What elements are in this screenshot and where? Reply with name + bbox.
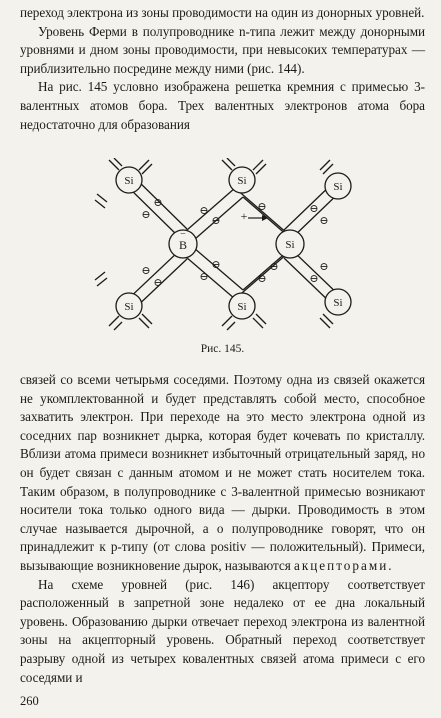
paragraph-continuation: переход электрона из зоны проводимости на один из донорных уровней. xyxy=(20,5,425,20)
hole-plus-sign: + xyxy=(240,209,248,223)
stub-t xyxy=(227,322,235,330)
electron-marker: ⊖ xyxy=(211,215,221,227)
paragraph-level-scheme: На схеме уровней (рис. 146) акцептору соответствует расположенный в запретной зоне недалеко от ее дна локальный уровень. Образованию дырки отвечает переход электрона из валентной зоны на акцепторный уровень. Обратный переход соответствует разрыву одной из четырех ковалентных связей атома примеси с его соседями и xyxy=(20,576,425,685)
atom-label: Si xyxy=(124,175,134,187)
paragraph-holes-text: связей со всеми четырьмя соседями. Поэтому одна из связей окажется не укомплектованной и будет представлять собой место, способное захватить электрон. При переходе на это место электрона одной из соседних пар возникнет дырка, которая будет кочевать по кристаллу. Вблизи атома примеси возникнет избыточный отрицательный заряд, но он будет связан с данным атомом и не может стать носителем тока. Таким образом, в полупроводнике с 3-валентной примесью возникают носители тока только одного вида — дырки. Проводимость в этом случае называется дырочной, а о полупроводнике говорят, что он принадлежит к p-типу (от слова positiv — положительный). Примеси, вызывающие возникновение дырок, называются xyxy=(20,372,425,573)
electron-marker: ⊖ xyxy=(141,209,151,221)
atom-label: B xyxy=(178,238,188,252)
electron-marker: ⊖ xyxy=(309,273,319,285)
stub-l xyxy=(95,200,105,208)
atom-label: Si xyxy=(333,181,343,193)
electron-marker: ⊖ xyxy=(153,197,163,209)
atom-label: Si xyxy=(124,301,134,313)
atoms xyxy=(116,167,351,319)
electron-marker: ⊖ xyxy=(319,261,329,273)
stub-m xyxy=(97,278,107,286)
electron-marker: ⊖ xyxy=(319,215,329,227)
paragraph-holes xyxy=(20,371,425,576)
electron-marker: ⊖ xyxy=(269,261,279,273)
atom-label: Si xyxy=(237,175,247,187)
stub-s xyxy=(222,316,232,326)
electron-marker: ⊖ xyxy=(141,265,151,277)
atom-boron xyxy=(169,229,197,258)
extra-negative-charge: − xyxy=(180,229,186,240)
atom-si-top-center xyxy=(229,167,255,193)
stub-b xyxy=(114,158,122,166)
electron-marker: ⊖ xyxy=(199,271,209,283)
atom-si-center-right xyxy=(276,230,304,258)
atom-si-top-right xyxy=(325,173,351,199)
page-number: 260 xyxy=(20,694,39,708)
silicon-boron-lattice-figure xyxy=(92,158,352,338)
term-acceptors: акцепторами xyxy=(293,557,389,573)
atom-si-bottom-right xyxy=(325,289,351,315)
atom-si-bottom-center xyxy=(229,293,255,319)
electron-marker: ⊖ xyxy=(153,277,163,289)
atom-label: Si xyxy=(237,301,247,313)
atom-label: Si xyxy=(333,297,343,309)
paragraph-figure-intro: На рис. 145 условно изображена решетка кремния с примесью 3-валентных атомов бора. Трех валентных электронов атома бора недостаточно для образования xyxy=(20,79,425,132)
electron-marker: ⊖ xyxy=(257,273,267,285)
atom-si-bottom-left xyxy=(116,293,142,319)
atom-label: Si xyxy=(285,239,295,251)
stub-n xyxy=(95,272,105,280)
top-text-block xyxy=(20,4,425,134)
figure-caption: Рис. 145. xyxy=(200,343,245,355)
stub-f xyxy=(227,158,235,166)
electron-marker: ⊖ xyxy=(199,205,209,217)
electron-marker: ⊖ xyxy=(309,203,319,215)
paragraph-fermi-level: Уровень Ферми в полупроводнике n-типа лежит между донорными уровнями и дном зоны проводимости, при невысоких температурах — приблизительно посредине между ними (рис. 144). xyxy=(20,23,425,76)
electron-marker: ⊖ xyxy=(211,259,221,271)
stub-p xyxy=(114,322,122,330)
bottom-text-block xyxy=(20,371,425,687)
paragraph-holes-end: . xyxy=(388,557,392,573)
stub-o xyxy=(109,316,119,326)
electron-marker: ⊖ xyxy=(257,201,267,213)
stub-k xyxy=(97,194,107,202)
atom-si-top-left xyxy=(116,167,142,193)
